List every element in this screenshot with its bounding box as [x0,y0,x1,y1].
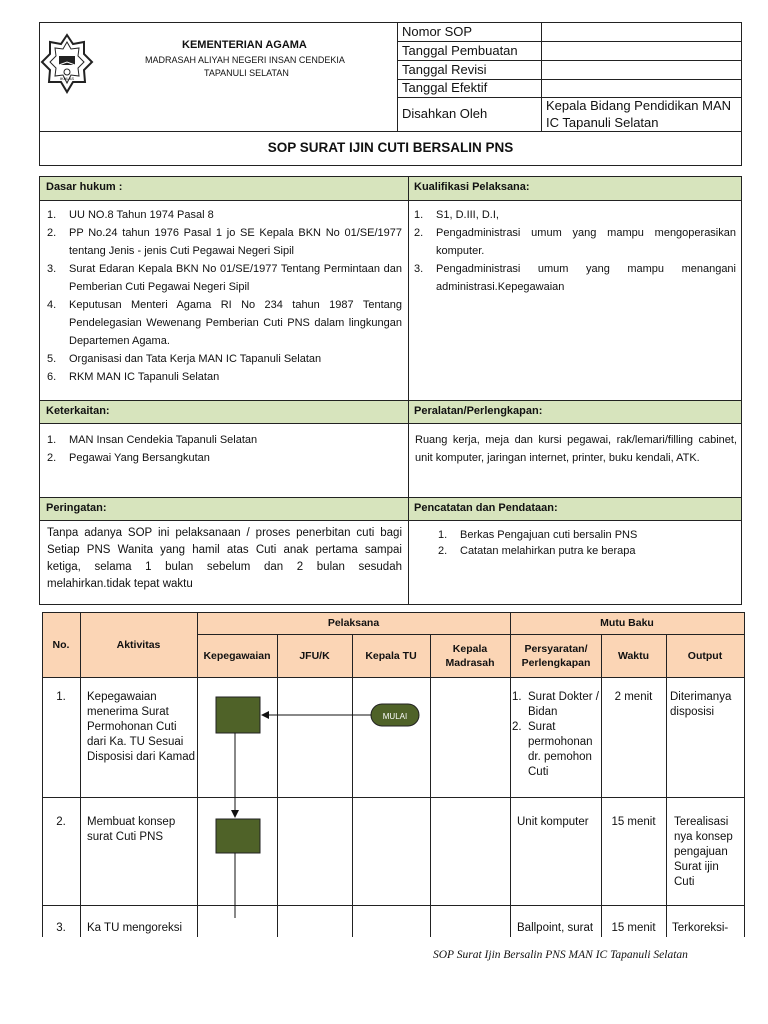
col-jfuk-header: JFU/K [299,649,330,662]
ministry-name: KEMENTERIAN AGAMA [182,39,307,51]
row-3-waktu: 15 menit [611,922,656,934]
row-1-aktivitas: Kepegawaian menerima Surat Permohonan Cuti dari Ka. TU Sesuai Disposisi dari Kamad [87,691,196,763]
mutu-baku-header: Mutu Baku [600,617,654,629]
list-item: 3. Surat Edaran Kepala BKN No 01/SE/1977 Tentang Permintaan dan Pemberian Cuti Pegawai Negeri Sipil [47,263,402,293]
meta-value-approver-line1: Kepala Bidang Pendidikan MAN [546,98,732,113]
col-no-header: No. [52,638,70,651]
col-waktu-header: Waktu [617,649,650,662]
start-label: MULAI [382,712,408,721]
process-box-step2 [216,819,260,853]
row-3-output: Terkoreksi- [672,922,729,934]
list-item: 2. Pengadministrasi umum yang mampu mengoperasikan komputer. [414,227,736,257]
list-item: 1. MAN Insan Cendekia Tapanuli Selatan [47,434,258,446]
list-item: 2. Pegawai Yang Bersangkutan [47,452,210,464]
peralatan-text: Ruang kerja, meja dan kursi pegawai, rak/lemari/filling cabinet, unit komputer, jaringan internet, printer, buku kendali, ATK. [415,434,737,464]
page-title: SOP SURAT IJIN CUTI BERSALIN PNS [267,140,514,155]
kemenag-emblem-icon [40,32,94,96]
peringatan-heading: Peringatan: [46,502,107,514]
list-item: 6. RKM MAN IC Tapanuli Selatan [47,371,220,383]
meta-label-efektif: Tanggal Efektif [402,80,488,95]
row-2-persyaratan: Unit komputer [517,816,589,828]
process-box-step1 [216,697,260,733]
meta-label-nomor: Nomor SOP [402,24,473,39]
row-2-aktivitas: Membuat konsep surat Cuti PNS [87,816,176,843]
school-name: MADRASAH ALIYAH NEGERI INSAN CENDEKIA [145,55,345,65]
list-item: 4. Keputusan Menteri Agama RI No 234 tahun 1987 Tentang Pendelegasian Wewenang Pemberian Cuti PNS dalam lingkungan Departemen Agama. [47,299,402,347]
meta-label-revisi: Tanggal Revisi [402,62,487,77]
flowchart [197,677,510,937]
row-2-no: 2. [56,816,66,828]
meta-value-approver-line2: IC Tapanuli Selatan [546,115,659,130]
list-item: 2. PP No.24 tahun 1976 Pasal 1 jo SE Kepala BKN No 01/SE/1977 tentang Jenis - jenis Cuti Pegawai Negeri Sipil [47,227,402,257]
row-2-waktu: 15 menit [611,816,656,828]
school-location: TAPANULI SELATAN [204,68,289,78]
keterkaitan-heading: Keterkaitan: [46,405,110,417]
row-3-no: 3. [56,922,66,934]
kualifikasi-list [414,206,736,296]
kualifikasi-heading: Kualifikasi Pelaksana: [414,181,530,193]
list-item: 3. Pengadministrasi umum yang mampu menangani administrasi.Kepegawaian [414,263,736,293]
list-item: 1. UU NO.8 Tahun 1974 Pasal 8 [47,209,214,221]
row-3-aktivitas: Ka TU mengoreksi [87,922,183,934]
svg-text:IKHLAS: IKHLAS [59,76,75,81]
row-3-persyaratan: Ballpoint, surat [517,922,594,934]
row-1-no: 1. [56,691,66,703]
row-1-output: Diterimanya disposisi [670,691,732,718]
row-1-persyaratan: 1. Surat Dokter / Bidan 2. Surat permohonan dr. pemohon Cuti [512,691,599,778]
row-1-waktu: 2 menit [614,691,653,703]
list-item: 1. Berkas Pengajuan cuti bersalin PNS [438,529,638,541]
meta-label-pembuatan: Tanggal Pembuatan [402,43,518,58]
row-2-output: Terealisasi nya konsep pengajuan Surat ijin Cuti [674,816,733,888]
col-kepala-madrasah-header: Kepala Madrasah [445,642,495,669]
peringatan-text: Tanpa adanya SOP ini pelaksanaan / proses penerbitan cuti bagi Setiap PNS Wanita yang hamil atas Cuti anak pertama sampai ketiga, selama 1 bulan sebelum dan 2 bulan sesudah melahirkan.tidak tepat waktu [47,527,402,590]
pencatatan-list [438,527,738,559]
pelaksana-header: Pelaksana [327,617,380,629]
col-aktivitas-header: Aktivitas [116,638,161,651]
peralatan-heading: Peralatan/Perlengkapan: [414,405,543,417]
pencatatan-heading: Pencatatan dan Pendataan: [414,502,558,514]
dasar-hukum-heading: Dasar hukum : [46,181,123,193]
col-kepala-tu-header: Kepala TU [365,649,417,662]
keterkaitan-list [47,431,402,467]
list-item: 5. Organisasi dan Tata Kerja MAN IC Tapanuli Selatan [47,353,322,365]
list-item: 2. Catatan melahirkan putra ke berapa [438,545,636,557]
col-output-header: Output [687,649,723,662]
dasar-hukum-list [47,206,402,386]
col-persyaratan-header: Persyaratan/ Perlengkapan [521,642,591,669]
footer-caption: SOP Surat Ijin Bersalin PNS MAN IC Tapanuli Selatan [433,949,688,961]
list-item: 1. S1, D.III, D.I, [414,209,499,221]
meta-label-disahkan: Disahkan Oleh [402,106,488,121]
col-kepegawaian-header: Kepegawaian [203,649,271,662]
